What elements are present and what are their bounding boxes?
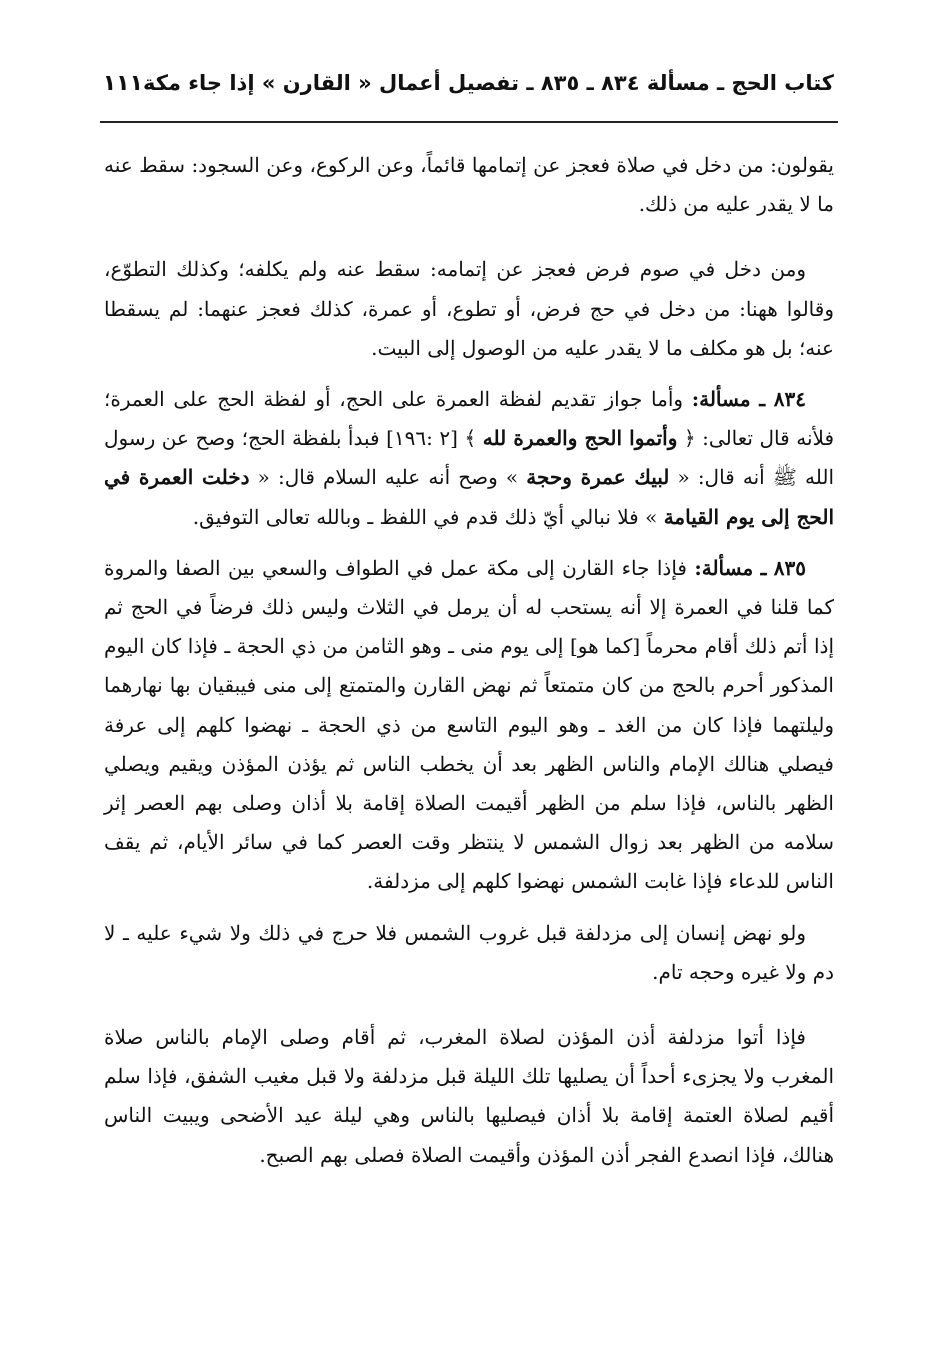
issue-dash-835: ـ (760, 555, 767, 580)
text-segment: وأما جواز تقديم لفظة العمرة على الحج، أو لفظة الحج على العمرة؛ فلأنه قال تعالى: ﴿ (104, 387, 835, 451)
text-segment: فإذا جاء القارن إلى مكة عمل في الطواف والسعي بين الصفا والمروة كما قلنا في العمرة إلا أنه يستحب له أن يرمل في الثلاث وليس ذلك فرضاً في الحج ثم إذا أتم ذلك أقام محرماً [كما هو] إلى يوم منى ـ وهو الثامن من ذي الحجة ـ فإذا كان اليوم المذكور أحرم بالحج من كان متمتعاً ثم نهض القارن والمتمتع إلى منى فيبقيان بها نهارهما وليلتهما فإذا كان من الغد ـ وهو اليوم التاسع من ذي الحجة ـ نهضوا كلهم إلى عرفة فيصلي هنالك الإمام والناس الظهر بعد أن يخطب الناس ثم يؤذن المؤذن ويقيم ويصلي الظهر بالناس، فإذا سلم من الظهر أقيمت الصلاة إقامة بلا أذان وصلى بهم العصر إثر سلامه من الظهر بعد زوال الشمس لا ينتظر وقت العصر كما في سائر الأيام، ثم يقف الناس للدعاء فإذا غابت الشمس نهضوا كلهم إلى مزدلفة. (104, 555, 834, 894)
page-number: ١١١ (102, 70, 144, 96)
issue-dash-834: ـ (759, 387, 766, 412)
running-header (104, 62, 834, 104)
paragraph-1: يقولون: من دخل في صلاة فعجز عن إتمامها قائماً، وعن الركوع، وعن السجود: سقط عنه ما لا يقدر عليه من ذلك. (104, 153, 834, 217)
paragraph-6: فإذا أتوا مزدلفة أذن المؤذن لصلاة المغرب، ثم أقام وصلى الإمام بالناس صلاة المغرب ولا يجزىء أحداً أن يصليها تلك الليلة قبل مزدلفة ولا قبل مغيب الشفق، فإذا سلم أقيم لصلاة العتمة إقامة بلا أذان فيصليها بالناس وهي ليلة عيد الأضحى ويبيت الناس هنالك، فإذا انصدع الفجر أذن المؤذن وأقيمت الصلاة فصلى بهم الصبح. (104, 1025, 834, 1167)
hadith-quote-1: لبيك عمرة وحجة (526, 465, 670, 490)
paragraph-834 (104, 380, 834, 537)
issue-number-834: ٨٣٤ (773, 387, 807, 412)
paragraph-5: ولو نهض إنسان إلى مزدلفة قبل غروب الشمس فلا حرج في ذلك ولا شيء عليه ـ لا دم ولا غيره وحجه تام. (104, 920, 834, 984)
paragraph-2: ومن دخل في صوم فرض فعجز عن إتمامه: سقط عنه ولم يكلفه؛ وكذلك التطوّع، وقالوا ههنا: من دخل في حج فرض، أو تطوع، أو عمرة، كذلك فعجز عنهما: لم يسقطا عنه؛ بل هو مكلف ما لا يقدر عليه من الوصول إلى البيت. (104, 257, 834, 360)
header-rule (100, 121, 838, 123)
hadith-quote-2: دخلت العمرة في الحج إلى يوم القيامة (104, 465, 834, 529)
text-segment: » وصح أنه عليه السلام قال: « (257, 465, 519, 490)
body-text (104, 146, 834, 1187)
paragraph-835 (104, 549, 834, 902)
header-title: كتاب الحج ـ مسألة ٨٣٤ ـ ٨٣٥ ـ تفصيل أعمال « القارن » إذا جاء مكة (143, 71, 834, 95)
issue-label-834: مسألة: (691, 387, 751, 412)
text-segment: ﴾ [٢ :١٩٦] فبدأ بلفظة الحج؛ وصح عن رسول الله ﷺ أنه قال: « (104, 426, 835, 490)
text-segment: » فلا نبالي أيّ ذلك قدم في اللفظ ـ وبالله تعالى التوفيق. (192, 504, 658, 529)
quran-verse: وأتموا الحج والعمرة لله (482, 426, 678, 451)
issue-label-835: مسألة: (694, 555, 754, 580)
issue-number-835: ٨٣٥ (773, 555, 807, 580)
